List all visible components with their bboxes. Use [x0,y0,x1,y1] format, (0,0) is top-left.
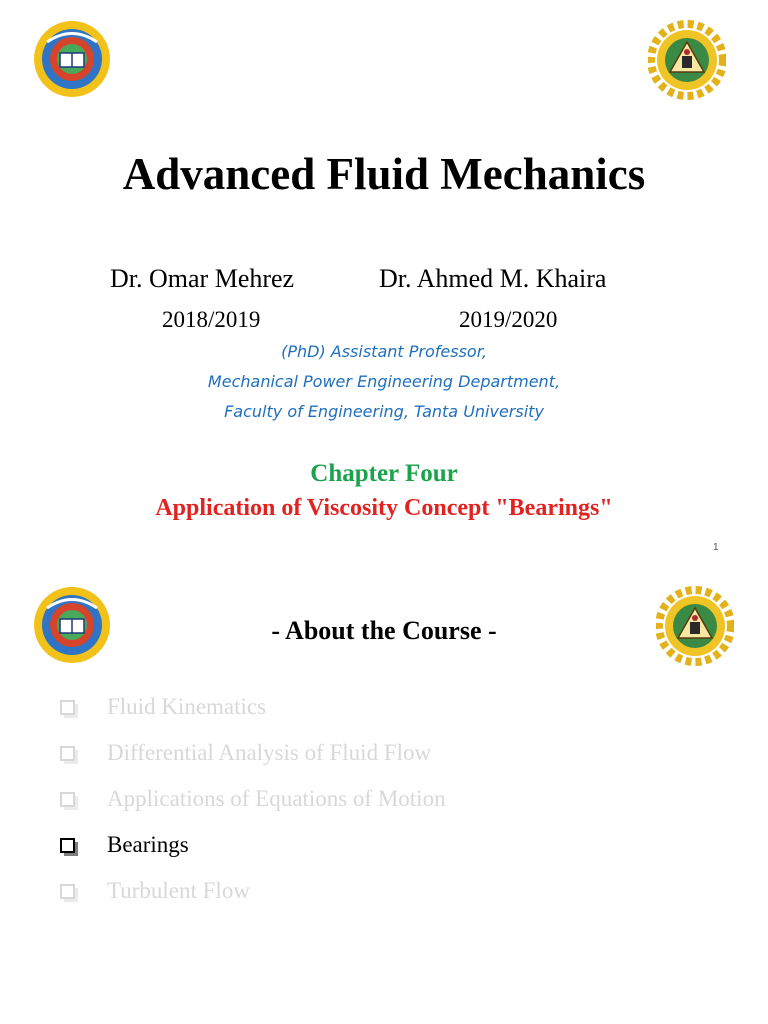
checkbox-icon [60,884,75,899]
course-title: Advanced Fluid Mechanics [122,149,646,199]
topic-item [60,878,250,904]
checkbox-icon [60,792,75,807]
topic-label: Differential Analysis of Fluid Flow [107,740,432,765]
topic-label: Bearings [107,832,189,857]
chapter-subtitle: Application of Viscosity Concept "Bearings" [155,495,613,521]
topic-item [60,694,266,720]
page-number: 1 [713,542,719,553]
checkbox-icon [60,746,75,761]
checkbox-icon [60,838,75,853]
author-year-2: 2019/2020 [459,307,558,332]
topic-item [60,740,431,766]
faculty-engineering-gear-logo [648,20,726,100]
topic-item [60,832,189,858]
topic-label: Fluid Kinematics [107,694,267,719]
topic-item [60,786,446,812]
affiliation-line-3: Faculty of Engineering, Tanta University [224,402,544,421]
chapter-label: Chapter Four [310,460,458,487]
about-course-heading: - About the Course - [271,616,497,645]
affiliation-line-1: (PhD) Assistant Professor, [281,342,487,361]
affiliation-line-2: Mechanical Power Engineering Department, [207,372,561,391]
topic-label: Turbulent Flow [107,878,250,903]
author-year-1: 2018/2019 [162,307,261,332]
author-name-2: Dr. Ahmed M. Khaira [379,264,607,293]
author-name-1: Dr. Omar Mehrez [110,264,295,293]
tanta-university-logo [33,20,111,98]
topic-label: Applications of Equations of Motion [107,786,446,811]
about-course-slide [0,572,768,1024]
checkbox-icon [60,700,75,715]
